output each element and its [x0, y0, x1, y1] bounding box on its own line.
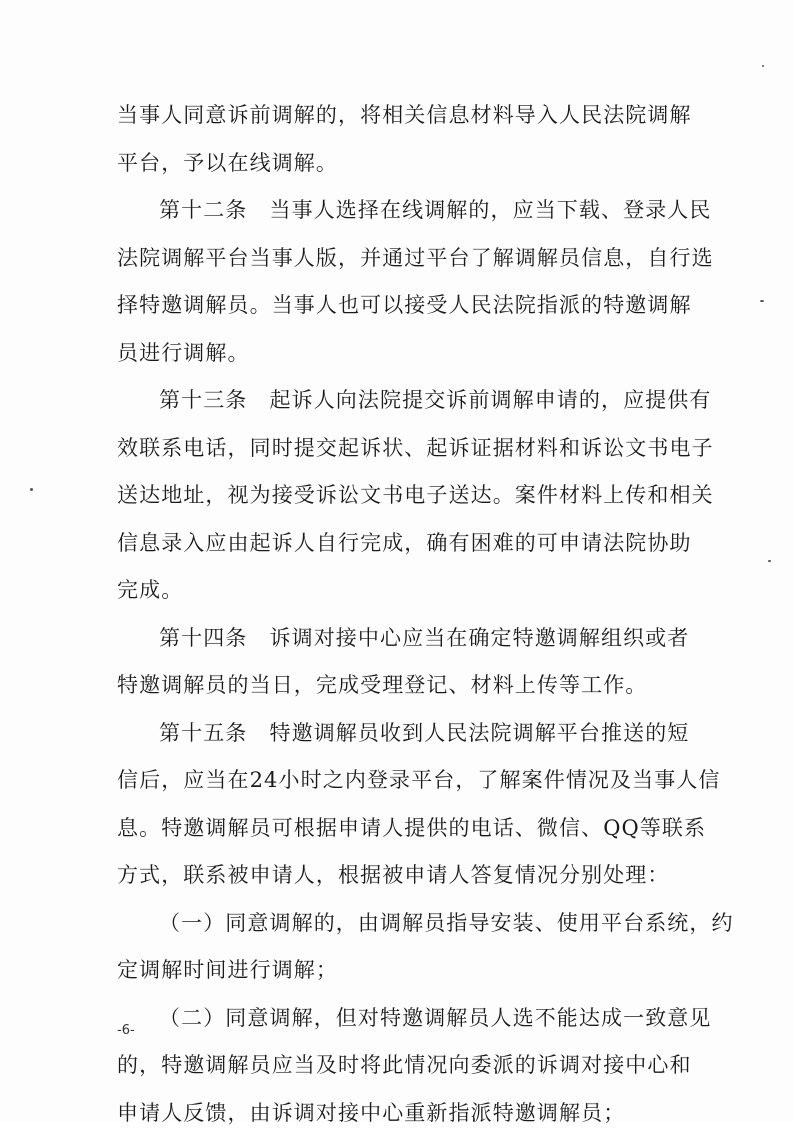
text-line: 送达地址，视为接受诉讼文书电子送达。案件材料上传和相关	[117, 472, 682, 520]
text-line: 方式，联系被申请人，根据被申请人答复情况分别处理：	[117, 852, 682, 900]
text-line: 信后，应当在24小时之内登录平台，了解案件情况及当事人信	[117, 757, 682, 805]
text-line: 的，特邀调解员应当及时将此情况向委派的诉调对接中心和	[117, 1042, 682, 1090]
text-line: 当事人同意诉前调解的，将相关信息材料导入人民法院调解	[117, 92, 682, 140]
text-line: 第十二条 当事人选择在线调解的，应当下载、登录人民	[117, 187, 682, 235]
text-line: 效联系电话，同时提交起诉状、起诉证据材料和诉讼文书电子	[117, 425, 682, 473]
text-line: 信息录入应由起诉人自行完成，确有困难的可申请法院协助	[117, 520, 682, 568]
text-line: 员进行调解。	[117, 330, 682, 378]
text-line: 完成。	[117, 567, 682, 615]
scan-speck	[30, 488, 33, 491]
document-body	[117, 92, 682, 1137]
text-line: 定调解时间进行调解；	[117, 947, 682, 995]
text-line: 息。特邀调解员可根据申请人提供的电话、微信、QQ等联系	[117, 805, 682, 853]
scan-speck	[760, 300, 764, 302]
text-line: 平台，予以在线调解。	[117, 140, 682, 188]
scan-speck	[768, 560, 771, 562]
text-line: 择特邀调解员。当事人也可以接受人民法院指派的特邀调解	[117, 282, 682, 330]
scan-speck	[762, 65, 764, 67]
text-line: （二）同意调解，但对特邀调解员人选不能达成一致意见	[117, 995, 682, 1043]
text-line: （一）同意调解的，由调解员指导安装、使用平台系统，约	[117, 900, 682, 948]
text-line: 第十五条 特邀调解员收到人民法院调解平台推送的短	[117, 710, 682, 758]
text-line: 第十四条 诉调对接中心应当在确定特邀调解组织或者	[117, 615, 682, 663]
page-number: -6-	[117, 1023, 135, 1038]
text-line: 第十三条 起诉人向法院提交诉前调解申请的，应提供有	[117, 377, 682, 425]
text-line: 法院调解平台当事人版，并通过平台了解调解员信息，自行选	[117, 235, 682, 283]
text-line: 申请人反馈，由诉调对接中心重新指派特邀调解员；	[117, 1090, 682, 1137]
text-line: 特邀调解员的当日，完成受理登记、材料上传等工作。	[117, 662, 682, 710]
